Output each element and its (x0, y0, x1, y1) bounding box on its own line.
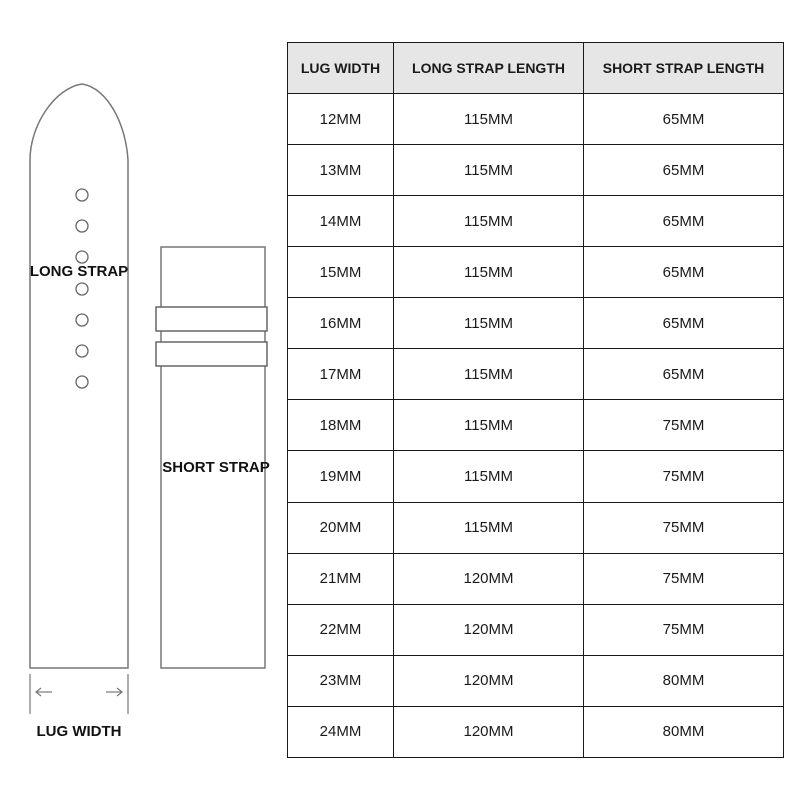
strap-hole (76, 251, 88, 263)
arrow-right-icon (106, 688, 122, 696)
table-row (288, 196, 784, 247)
long-strap-length-cell: 120MM (394, 706, 584, 757)
header-short-strap-length: SHORT STRAP LENGTH (584, 43, 784, 94)
short-strap-length-cell: 65MM (584, 349, 784, 400)
long-strap-length-cell: 115MM (394, 196, 584, 247)
table-row (288, 298, 784, 349)
short-strap-length-cell: 75MM (584, 604, 784, 655)
strap-hole (76, 220, 88, 232)
lug-width-cell: 24MM (288, 706, 394, 757)
long-strap-length-cell: 120MM (394, 604, 584, 655)
long-strap-length-cell: 115MM (394, 502, 584, 553)
strap-keeper (156, 307, 267, 331)
lug-width-cell: 12MM (288, 94, 394, 145)
strap-hole (76, 345, 88, 357)
strap-hole (76, 314, 88, 326)
short-strap-length-cell: 65MM (584, 247, 784, 298)
strap-hole (76, 189, 88, 201)
lug-width-cell: 22MM (288, 604, 394, 655)
table-row (288, 94, 784, 145)
short-strap-length-cell: 65MM (584, 145, 784, 196)
strap-holes (76, 189, 88, 388)
long-strap-length-cell: 115MM (394, 400, 584, 451)
long-strap-length-cell: 115MM (394, 145, 584, 196)
long-strap-length-cell: 115MM (394, 349, 584, 400)
lug-width-cell: 16MM (288, 298, 394, 349)
lug-width-cell: 23MM (288, 655, 394, 706)
lug-width-cell: 14MM (288, 196, 394, 247)
strap-diagram (0, 0, 290, 800)
table-row (288, 145, 784, 196)
table-row (288, 247, 784, 298)
short-strap-length-cell: 75MM (584, 451, 784, 502)
table-row (288, 604, 784, 655)
short-strap-length-cell: 80MM (584, 655, 784, 706)
short-strap-length-cell: 65MM (584, 298, 784, 349)
short-strap-length-cell: 75MM (584, 502, 784, 553)
long-strap-length-cell: 120MM (394, 655, 584, 706)
table-row (288, 553, 784, 604)
strap-hole (76, 376, 88, 388)
long-strap-length-cell: 115MM (394, 451, 584, 502)
short-strap-label: SHORT STRAP (162, 459, 270, 476)
lug-width-cell: 21MM (288, 553, 394, 604)
long-strap-label: LONG STRAP (29, 263, 129, 280)
long-strap-outline (30, 84, 128, 668)
header-long-strap-length: LONG STRAP LENGTH (394, 43, 584, 94)
arrow-left-icon (36, 688, 52, 696)
long-strap-length-cell: 115MM (394, 247, 584, 298)
lug-width-cell: 19MM (288, 451, 394, 502)
lug-width-label: LUG WIDTH (36, 723, 122, 740)
short-strap-length-cell: 65MM (584, 196, 784, 247)
lug-width-cell: 18MM (288, 400, 394, 451)
lug-width-cell: 17MM (288, 349, 394, 400)
long-strap-length-cell: 120MM (394, 553, 584, 604)
strap-keeper (156, 342, 267, 366)
table-row (288, 451, 784, 502)
lug-width-cell: 20MM (288, 502, 394, 553)
strap-size-table (287, 42, 784, 758)
short-strap-length-cell: 80MM (584, 706, 784, 757)
table-header-row (288, 43, 784, 94)
strap-hole (76, 283, 88, 295)
header-lug-width: LUG WIDTH (288, 43, 394, 94)
table-row (288, 400, 784, 451)
short-strap-length-cell: 75MM (584, 400, 784, 451)
table-row (288, 349, 784, 400)
long-strap-length-cell: 115MM (394, 298, 584, 349)
table-row (288, 655, 784, 706)
long-strap-length-cell: 115MM (394, 94, 584, 145)
lug-width-cell: 15MM (288, 247, 394, 298)
lug-width-cell: 13MM (288, 145, 394, 196)
short-strap-length-cell: 75MM (584, 553, 784, 604)
table-row (288, 502, 784, 553)
table-row (288, 706, 784, 757)
short-strap-length-cell: 65MM (584, 94, 784, 145)
